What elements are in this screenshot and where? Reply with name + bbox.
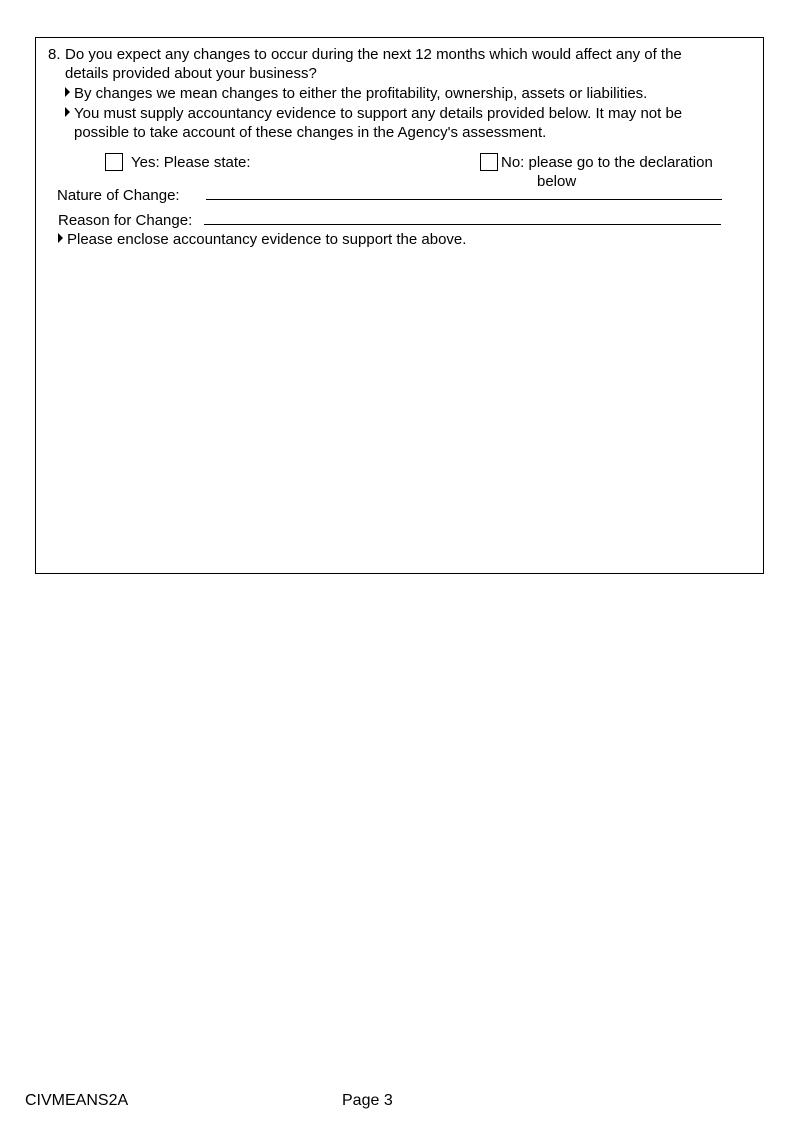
no-label: [501, 153, 751, 191]
bullet-arrow-icon: [65, 87, 70, 97]
bullet-text: By changes we mean changes to either the profitability, ownership, assets or liabilities.: [74, 85, 648, 102]
no-label-cont: below: [537, 173, 577, 190]
yes-checkbox[interactable]: [105, 153, 123, 171]
page-number: Page 3: [342, 1092, 393, 1109]
bullet-changes-definition: [65, 84, 647, 103]
reason-for-change-field[interactable]: [204, 224, 721, 225]
bullet-enclose-evidence: [58, 230, 466, 249]
bullet-text: Please enclose accountancy evidence to support the above.: [67, 231, 467, 248]
bullet-text: You must supply accountancy evidence to support any details provided below. It may not be: [74, 105, 683, 122]
nature-of-change-field[interactable]: [206, 199, 722, 200]
bullet-evidence-required: [65, 104, 755, 142]
no-checkbox[interactable]: [480, 153, 498, 171]
question-text: [65, 45, 755, 83]
reason-for-change-label: Reason for Change:: [58, 212, 193, 229]
no-label-text: No: please go to the declaration: [501, 154, 713, 171]
bullet-arrow-icon: [65, 107, 70, 117]
bullet-text-cont: possible to take account of these changes in the Agency's assessment.: [74, 124, 547, 141]
question-text-line1: Do you expect any changes to occur during the next 12 months which would affect any of the: [65, 46, 682, 63]
question-number: 8.: [48, 46, 61, 63]
question-text-line2: details provided about your business?: [65, 65, 317, 82]
nature-of-change-label: Nature of Change:: [57, 187, 180, 204]
yes-label: Yes: Please state:: [131, 154, 251, 171]
bullet-arrow-icon: [58, 233, 63, 243]
form-code: CIVMEANS2A: [25, 1092, 129, 1109]
